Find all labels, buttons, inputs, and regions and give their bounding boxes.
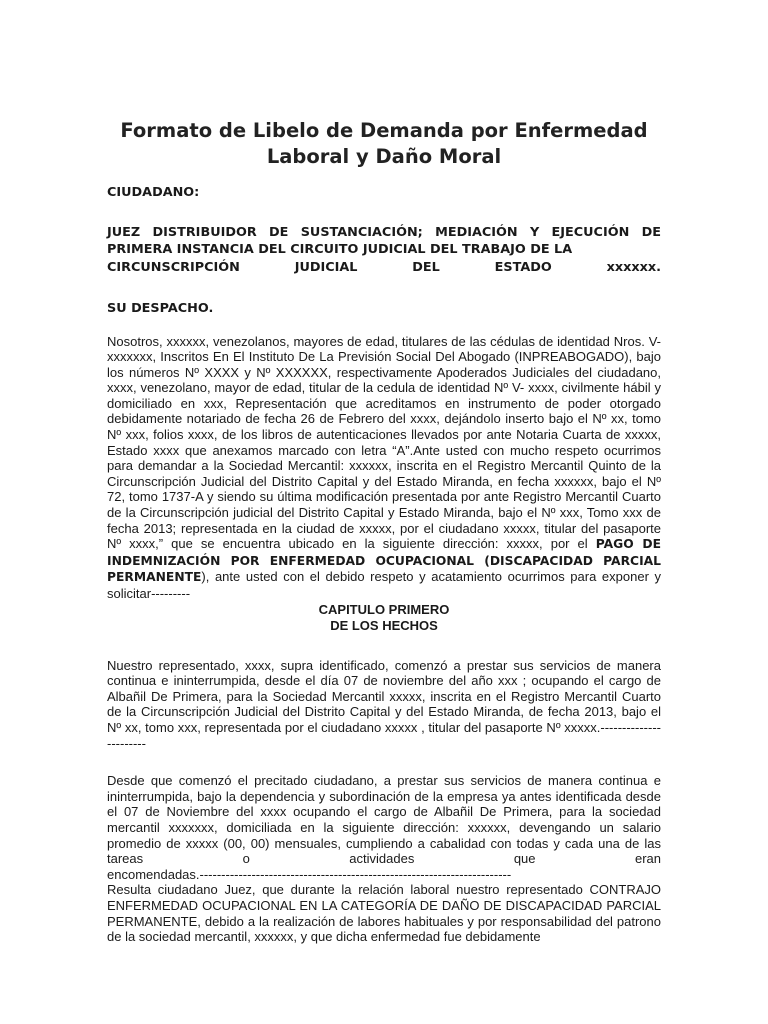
addressee-block — [107, 224, 661, 277]
intro-text: Nosotros, xxxxxx, venezolanos, mayores de edad, titulares de las cédulas de identidad Nros. V- xxxxxxx, Inscritos En El Instituto De La Previsión Social Del Abogado (INPREABOGADO), bajo los números Nº XXXX y Nº XXXXXX, respectivamente Apoderados Judiciales del ciudadano, xxxx, venezolano, mayor de edad, titular de la cedula de identidad Nº V- xxxx, civilmente hábil y domiciliado en xxx, Representación que acreditamos en instrumento de poder otorgado debidamente notariado de fecha 26 de Febrero del xxxx, dejándolo inserto bajo el Nº xx, tomo Nº xxx, folios xxxx, de los libros de autenticaciones llevados por ante Notaria Cuarta de xxxxx, Estado xxxx que anexamos marcado con letra “A”.Ante usted con mucho respeto ocurrimos para demandar a la Sociedad Mercantil: xxxxxx, inscrita en el Registro Mercantil Quinto de la Circunscripción Judicial del Distrito Capital y del Estado Miranda, en fecha xxxxxx, bajo el Nº 72, tomo 1737-A y siendo su última modificación presentada por ante Registro Mercantil Cuarto de la Circunscripción judicial del Distrito Capital y Estado Miranda, bajo el Nº xxx, Tomo xxx de fecha 2013; representada en la ciudad de xxxxx, por el ciudadano xxxxx, titular del pasaporte Nº xxxx,” que se encuentra ubicado en la siguiente dirección: xxxxx, por el — [107, 333, 661, 552]
facts-paragraph-3: Resulta ciudadano Juez, que durante la relación laboral nuestro representado CONTRAJO ENFERMEDAD OCUPACIONAL EN LA CATEGORÍA DE DAÑO DE DISCAPACIDAD PARCIAL PERMANENTE, debido a la realización de labores habituales y por responsabilidad del patrono de la sociedad mercantil, xxxxxx, y que dicha enfermedad fue debidamente — [107, 882, 661, 945]
facts-paragraph-2-end: encomendadas.------------------------------------------------------------------------ — [107, 866, 512, 882]
addressee-line-2: CIRCUNSCRIPCIÓN JUDICIAL DEL ESTADO xxxxxx. — [107, 259, 661, 275]
chapter-line-1: CAPITULO PRIMERO — [318, 601, 450, 617]
title-line-2: Laboral y Daño Moral — [266, 145, 502, 168]
ciudadano-heading: CIUDADANO: — [107, 185, 200, 200]
facts-paragraph-2 — [107, 773, 661, 882]
su-despacho-heading: SU DESPACHO. — [107, 301, 214, 316]
intro-tail: ), ante usted con el debido respeto y acatamiento ocurrimos para exponer y solicitar--------- — [107, 569, 661, 601]
chapter-heading — [107, 602, 661, 635]
title-line-1: Formato de Libelo de Demanda por Enfermedad — [120, 119, 648, 142]
chapter-line-2: DE LOS HECHOS — [330, 618, 438, 634]
addressee-line-1: JUEZ DISTRIBUIDOR DE SUSTANCIACIÓN; MEDIACIÓN Y EJECUCIÓN DE PRIMERA INSTANCIA DEL CIRCUITO JUDICIAL DEL TRABAJO DE LA — [107, 224, 661, 257]
document-title — [107, 118, 661, 170]
facts-paragraph-2-main: Desde que comenzó el precitado ciudadano, a prestar sus servicios de manera continua e ininterrumpida, bajo la dependencia y subordinación de la empresa ya antes identificada desde el 07 de Noviembre del xxxx ocupando el cargo de Albañil De Primera, para la sociedad mercantil xxxxxxx, domiciliada en la siguiente dirección: xxxxxx, devengando un salario promedio de xxxxx (00, 00) mensuales, cumpliendo a cabalidad con todas y cada una de las tareas o actividades que eran — [107, 773, 661, 867]
intro-paragraph — [107, 334, 661, 602]
intro-bold-claim: PAGO DE INDEMNIZACIÓN POR ENFERMEDAD OCUPACIONAL (DISCAPACIDAD PARCIAL PERMANENTE — [107, 537, 661, 585]
facts-paragraph-1: Nuestro representado, xxxx, supra identificado, comenzó a prestar sus servicios de manera continua e ininterrumpida, desde el día 07 de noviembre del año xxx ; ocupando el cargo de Albañil De Primera, para la Sociedad Mercantil xxxxx, inscrita en el Registro Mercantil Cuarto de la Circunscripción Judicial del Distrito Capital y del Estado Miranda, de fecha 2013, bajo el Nº xx, tomo xxx, representada por el ciudadano xxxxx , titular del pasaporte Nº xxxxx.----------------------- — [107, 657, 661, 751]
